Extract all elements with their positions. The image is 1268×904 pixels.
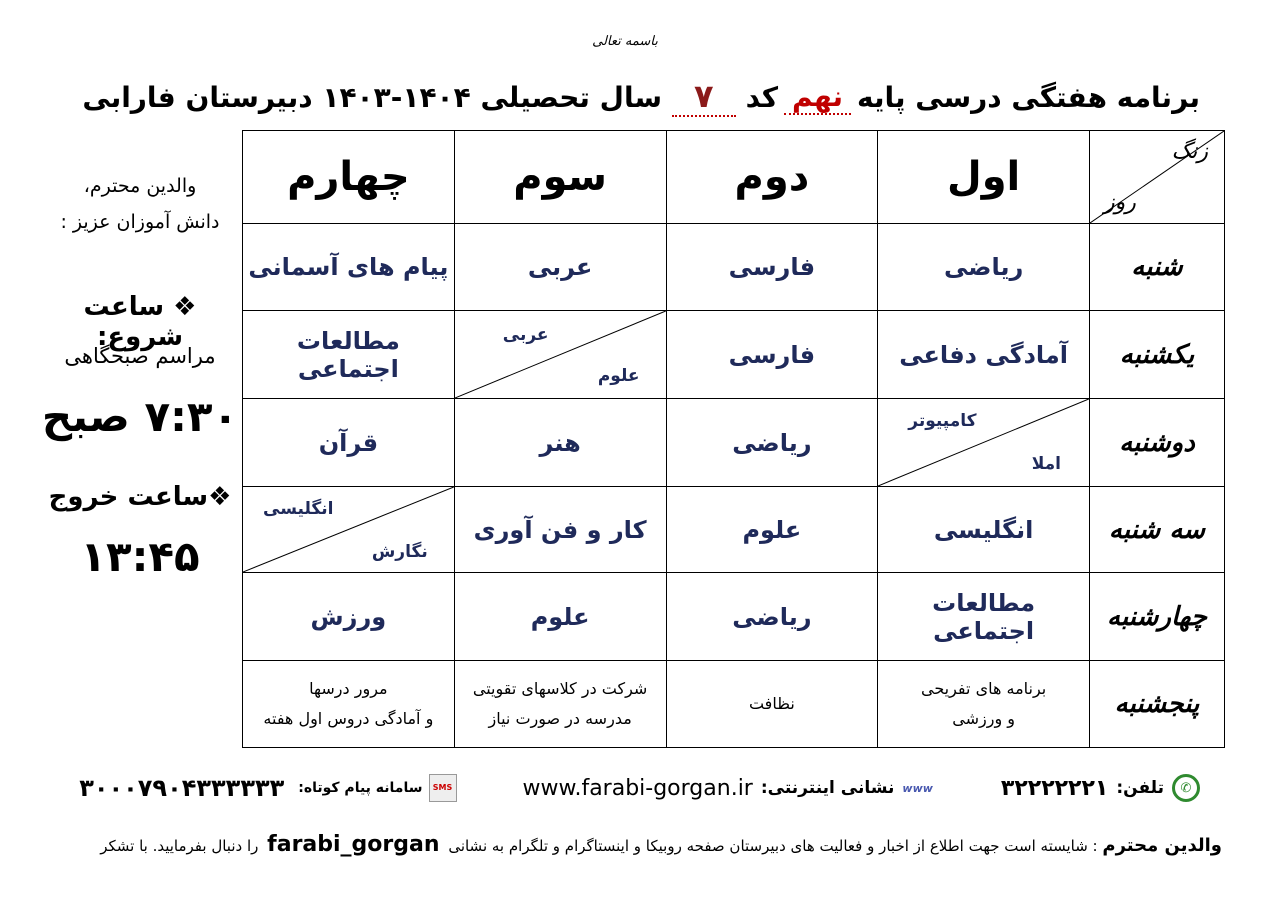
website-link[interactable]: www.farabi-gorgan.ir — [522, 775, 753, 801]
end-time: ۱۳:۴۵ — [80, 532, 200, 581]
period-2: دوم — [666, 131, 878, 224]
note-text: : شایسته است جهت اطلاع از اخبار و فعالیت های دبیرستان صفحه روبیکا و اینستاگرام و تلگرام به نشانی — [448, 837, 1098, 855]
split-bottom-subject: نگارش — [371, 542, 428, 562]
end-label: ❖ساعت خروج — [48, 482, 232, 512]
period-4: چهارم — [243, 131, 455, 224]
title-part1: برنامه هفتگی درسی پایه — [857, 80, 1200, 114]
greeting-students: دانش آموزان عزیز : — [60, 211, 220, 233]
corner-day-label: روز — [1104, 190, 1136, 215]
day-cell: سه شنبه — [1090, 487, 1225, 573]
globe-icon: www — [902, 781, 933, 795]
note-end: را دنبال بفرمایید. با تشکر — [100, 837, 259, 855]
subject-cell: ریاضی — [878, 224, 1090, 311]
greeting-block — [40, 168, 240, 240]
split-top-subject: کامپیوتر — [908, 411, 977, 431]
activity-cell — [454, 661, 666, 748]
bismillah: باسمه تعالی — [592, 34, 658, 49]
subject-cell: فارسی — [666, 224, 878, 311]
start-label: ❖ ساعت شروع: — [83, 292, 197, 352]
day-cell: شنبه — [1090, 224, 1225, 311]
web-label: نشانی اینترنتی: — [760, 778, 895, 798]
subject-cell: هنر — [454, 399, 666, 487]
subject-cell: ریاضی — [666, 399, 878, 487]
split-top-subject: عربی — [502, 325, 549, 345]
period-1: اول — [878, 131, 1090, 224]
start-time: ۷:۳۰ صبح — [41, 392, 239, 441]
activity-cell — [666, 661, 878, 748]
sms-icon: SMS — [429, 774, 457, 802]
activity-cell — [878, 661, 1090, 748]
subject-cell: ریاضی — [666, 573, 878, 661]
subject-cell: آمادگی دفاعی — [878, 311, 1090, 399]
split-bottom-subject: املا — [1031, 454, 1061, 474]
split-bottom-subject: علوم — [597, 366, 640, 386]
code-value: ۷ — [672, 77, 736, 117]
day-cell: یکشنبه — [1090, 311, 1225, 399]
sms-label: سامانه پیام کوتاه: — [298, 780, 423, 796]
activity-line: و آمادگی دروس اول هفته — [263, 709, 434, 728]
contact-footer — [70, 768, 1200, 808]
grade-value: نهم — [784, 80, 851, 115]
schedule-table — [242, 130, 1225, 748]
subject-cell: مطالعات اجتماعی — [878, 573, 1090, 661]
corner-cell — [1090, 131, 1225, 224]
page-title — [70, 74, 1200, 120]
table-row — [243, 661, 1225, 748]
ceremony-label: مراسم صبحگاهی — [64, 344, 216, 368]
subject-cell: علوم — [454, 573, 666, 661]
day-cell: دوشنبه — [1090, 399, 1225, 487]
header-row — [243, 131, 1225, 224]
day-cell: پنجشنبه — [1090, 661, 1225, 748]
table-row — [243, 311, 1225, 399]
footer-note — [50, 832, 1222, 857]
code-label: کد — [745, 80, 779, 114]
activity-line: نظافت — [748, 694, 795, 713]
activity-line: برنامه های تفریحی — [920, 679, 1047, 698]
phone-number: ۳۲۲۲۲۲۲۱ — [1000, 775, 1109, 801]
greeting-parents: والدین محترم، — [83, 175, 197, 197]
subject-cell: عربی — [454, 224, 666, 311]
split-subject-cell — [878, 399, 1090, 487]
activity-line: و ورزشی — [952, 709, 1015, 728]
subject-cell: انگلیسی — [878, 487, 1090, 573]
subject-cell: پیام های آسمانی — [243, 224, 455, 311]
table-row — [243, 487, 1225, 573]
activity-line: مدرسه در صورت نیاز — [488, 709, 632, 728]
table-row — [243, 224, 1225, 311]
note-lead: والدین محترم — [1102, 835, 1222, 856]
phone-label: تلفن: — [1116, 778, 1164, 798]
subject-cell: فارسی — [666, 311, 878, 399]
split-subject-cell — [454, 311, 666, 399]
split-top-subject: انگلیسی — [263, 499, 334, 519]
title-part2: سال تحصیلی ۱۴۰۴-۱۴۰۳ دبیرستان فارابی — [82, 80, 663, 114]
period-3: سوم — [454, 131, 666, 224]
table-row — [243, 573, 1225, 661]
subject-cell: علوم — [666, 487, 878, 573]
social-handle[interactable]: farabi_gorgan — [267, 832, 440, 857]
table-row — [243, 399, 1225, 487]
subject-cell: ورزش — [243, 573, 455, 661]
activity-cell — [243, 661, 455, 748]
subject-cell: قرآن — [243, 399, 455, 487]
day-cell: چهارشنبه — [1090, 573, 1225, 661]
phone-icon: ✆ — [1172, 774, 1200, 802]
activity-line: شرکت در کلاسهای تقویتی — [472, 679, 648, 698]
subject-cell: کار و فن آوری — [454, 487, 666, 573]
activity-line: مرور درسها — [309, 679, 388, 698]
subject-cell: مطالعات اجتماعی — [243, 311, 455, 399]
corner-period-label: زنگ — [1171, 139, 1208, 164]
sms-number: ۳۰۰۰۷۹۰۴۳۳۳۳۳۳ — [79, 774, 285, 802]
split-subject-cell — [243, 487, 455, 573]
